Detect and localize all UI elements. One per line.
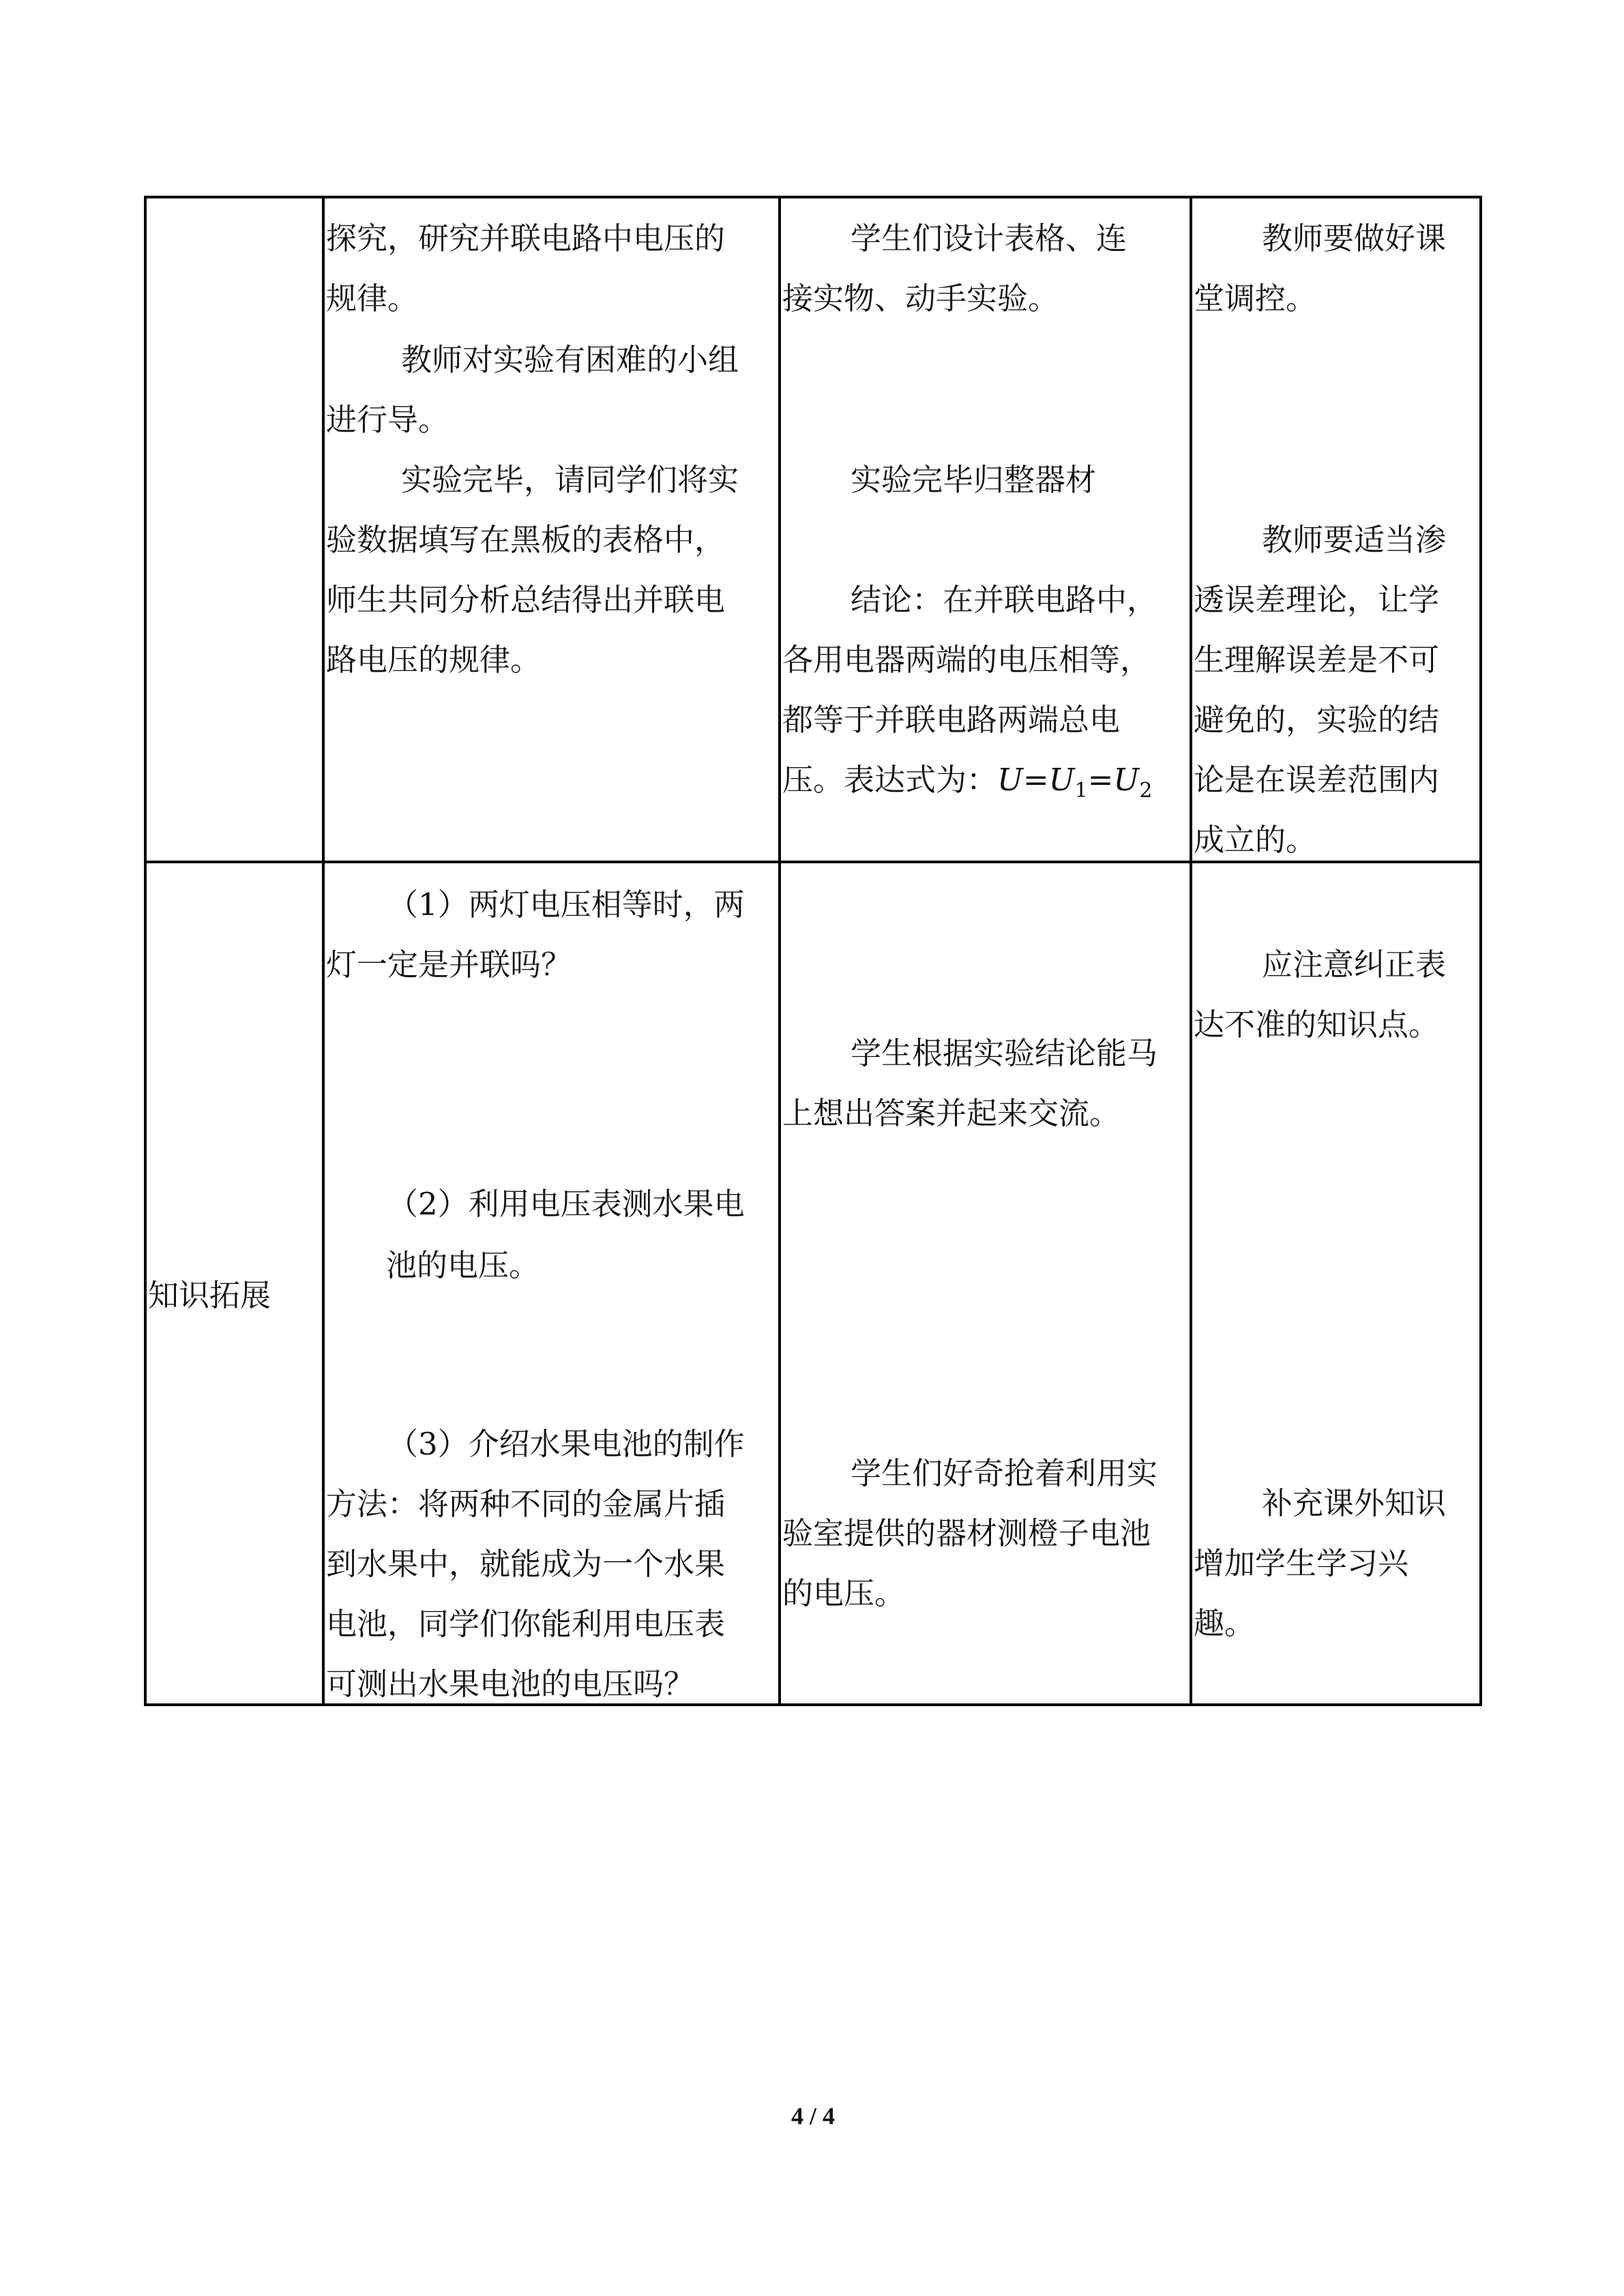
row2-process-line: 灯一定是并联吗？	[326, 946, 572, 983]
row2-note-line: 应注意纠正表	[1262, 946, 1447, 983]
formula-sub2: 2	[1139, 779, 1153, 803]
row2-note-line: 补充课外知识	[1262, 1485, 1447, 1521]
column-divider-3	[1190, 196, 1192, 1706]
row2-process-line: （2）利用电压表测水果电	[387, 1186, 745, 1222]
formula-line	[782, 764, 1152, 806]
row2-student-line: 学生们好奇抢着利用实	[851, 1455, 1158, 1491]
row2-process-line: 到水果中，就能成为一个水果	[326, 1546, 726, 1582]
row1-process-line: 探究，研究并联电路中电压的	[326, 220, 726, 256]
row1-note-line: 生理解误差是不可	[1194, 642, 1440, 678]
table-top-border	[144, 196, 1482, 198]
row1-process-line: 规律。	[326, 280, 419, 316]
row1-student-line: 各用电器两端的电压相等，	[782, 642, 1151, 678]
row1-note-line: 论是在误差范围内	[1194, 762, 1440, 798]
row2-process-line: 方法：将两种不同的金属片插	[326, 1486, 726, 1522]
formula-u1: U	[1048, 762, 1075, 798]
table-right-border	[1479, 196, 1482, 1706]
row1-process-line: 教师对实验有困难的小组	[401, 342, 739, 378]
formula-u2: U	[1113, 762, 1140, 798]
table-bottom-border	[144, 1703, 1482, 1706]
column-divider-2	[778, 196, 781, 1706]
row2-process-line: 池的电压。	[386, 1247, 540, 1283]
row1-student-line: 实验完毕归整器材	[851, 462, 1097, 498]
formula-prefix: 压。表达式为：	[782, 762, 998, 798]
row1-process-line: 师生共同分析总结得出并联电	[326, 582, 726, 618]
row1-note-line: 成立的。	[1194, 822, 1317, 858]
table-row-divider	[144, 861, 1482, 863]
row1-note-line: 避免的，实验的结	[1194, 702, 1440, 738]
row2-student-line: 学生根据实验结论能马	[851, 1035, 1158, 1071]
row2-student-line: 验室提供的器材测橙子电池	[782, 1515, 1151, 1551]
row1-student-line: 学生们设计表格、连	[851, 220, 1127, 256]
row2-note-line: 趣。	[1194, 1605, 1256, 1641]
row1-process-line: 路电压的规律。	[326, 642, 542, 678]
formula-u: U	[997, 762, 1023, 798]
row1-note-line: 透误差理论，让学	[1194, 582, 1440, 618]
row1-note-line: 堂调控。	[1194, 280, 1317, 316]
column-divider-1	[322, 196, 325, 1706]
row1-process-line: 实验完毕，请同学们将实	[401, 462, 739, 498]
row2-note-line: 达不准的知识点。	[1194, 1007, 1440, 1043]
row1-student-line: 都等于并联电路两端总电	[782, 702, 1121, 738]
row2-process-line: 可测出水果电池的电压吗？	[326, 1666, 695, 1702]
row2-student-line: 上想出答案并起来交流。	[782, 1095, 1121, 1131]
row1-student-line: 结论：在并联电路中，	[851, 582, 1158, 618]
row1-process-line: 进行导。	[326, 402, 449, 438]
row2-process-line: 电池，同学们你能利用电压表	[326, 1606, 726, 1642]
row1-process-line: 验数据填写在黑板的表格中，	[326, 522, 726, 558]
formula-eq: =	[1022, 762, 1049, 798]
page-number: 4 / 4	[791, 2102, 836, 2130]
row1-note-line: 教师要做好课	[1262, 220, 1447, 256]
row2-note-line: 增加学生学习兴	[1194, 1545, 1409, 1581]
row2-process-line: （3）介绍水果电池的制作	[387, 1426, 745, 1462]
formula-sub1: 1	[1074, 779, 1088, 803]
row2-process-line: （1）两灯电压相等时，两	[387, 886, 745, 923]
formula-eq: =	[1087, 762, 1114, 798]
row2-student-line: 的电压。	[782, 1575, 906, 1611]
row1-note-line: 教师要适当渗	[1262, 522, 1447, 558]
row1-student-line: 接实物、动手实验。	[782, 280, 1059, 316]
table-left-border	[144, 196, 147, 1706]
row2-stage-label: 知识拓展	[148, 1277, 271, 1313]
